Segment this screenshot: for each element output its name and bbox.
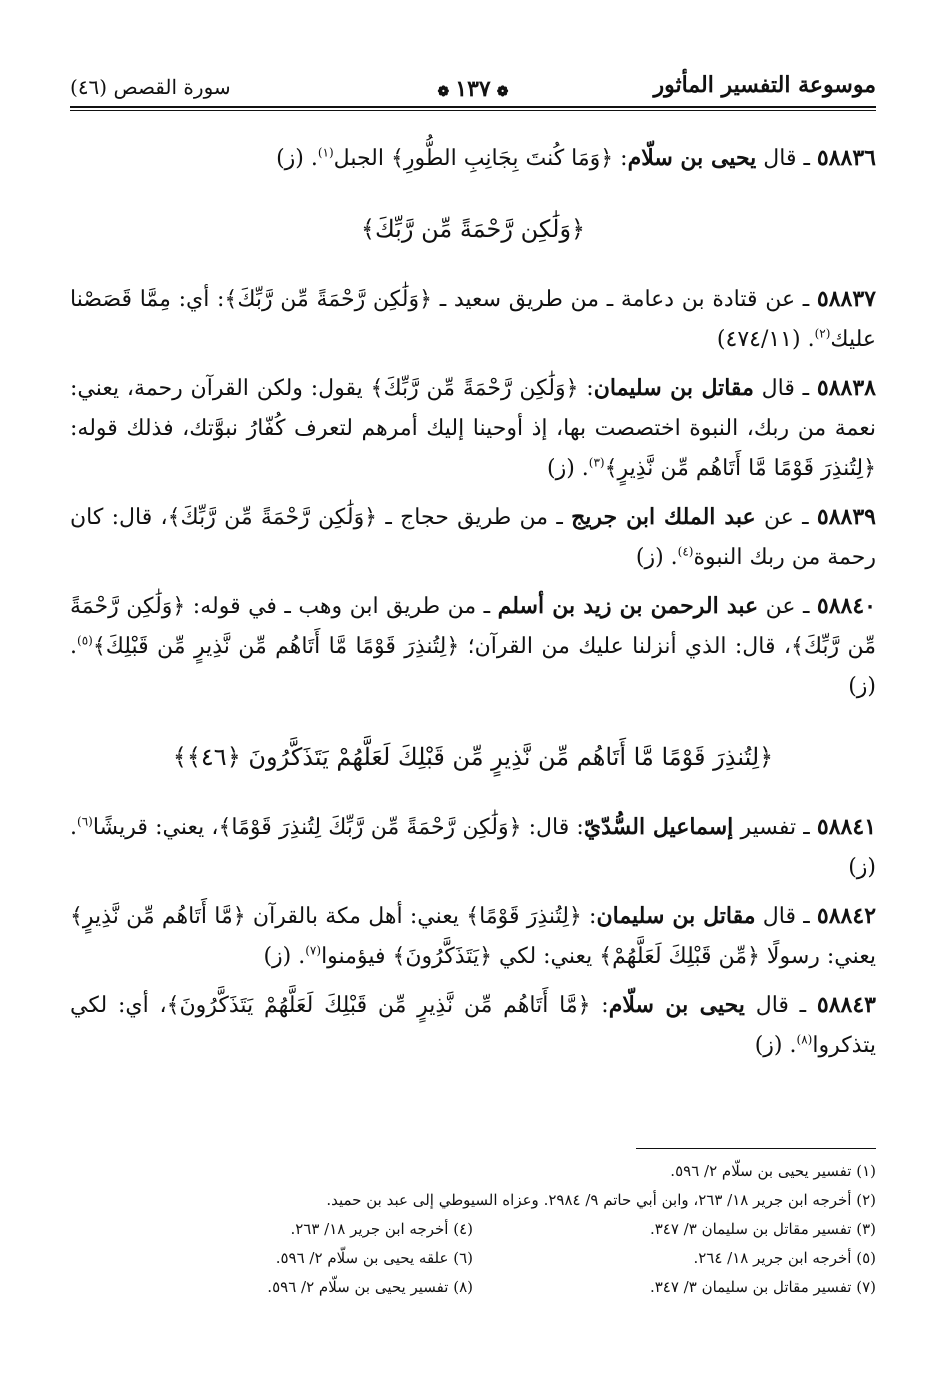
- entry-text: ، قال: كان رحمة من ربك النبوة: [70, 505, 876, 570]
- narrator-name: مقاتل بن سليمان: [596, 903, 756, 929]
- entry-58839: [70, 497, 876, 578]
- ayah-quote: ﴿وَلَٰكِن رَّحْمَةً مِّن رَّبِّكَ﴾: [167, 505, 378, 530]
- narrator-name: مقاتل بن سليمان: [593, 375, 754, 401]
- footnote-5: (٥) أخرجه ابن جرير ١٨/ ٢٦٤.: [693, 1249, 876, 1267]
- ayah-heading: ﴿لِتُنذِرَ قَوْمًا مَّا أَتَاهُم مِّن نَّذِيرٍ مِّن قَبْلِكَ لَعَلَّهُمْ يَتَذَكَّرُونَ ﴿٤٦﴾﴾: [172, 743, 774, 771]
- entry-number: ٥٨٨٤٣: [816, 992, 876, 1018]
- footnote-row: [70, 1215, 876, 1244]
- entry-text: يعني: أهل مكة بالقرآن ﴿مَّا أَتَاهُم مِّن نَّذِيرٍ﴾ يعني: رسولًا ﴿مِّن قَبْلِكَ لَعَلَّهُمْ﴾ يعني: لكي ﴿يَتَذَكَّرُونَ﴾ فيؤمنوا: [70, 904, 876, 969]
- entry-intro: ـ قال: [744, 993, 817, 1018]
- footnote-ref[interactable]: (٢): [814, 326, 831, 341]
- entry-source: . (ز): [754, 1033, 797, 1058]
- narrator-name: يحيى بن سلّام: [608, 992, 745, 1018]
- entry-connector: :: [613, 146, 628, 171]
- footnote-7: (٧) تفسير مقاتل بن سليمان ٣/ ٣٤٧.: [649, 1278, 876, 1296]
- footnote-3: (٣) تفسير مقاتل بن سليمان ٣/ ٣٤٧.: [649, 1220, 876, 1238]
- ayah-quote: ﴿مَّا أَتَاهُم مِّن نَّذِيرٍ مِّن قَبْلِكَ لَعَلَّهُمْ يَتَذَكَّرُونَ﴾: [166, 993, 591, 1018]
- entry-text: يقول: ولكن القرآن رحمة، يعني: نعمة من ربك، النبوة اختصصت بها، إذ أوحينا إليك أمرهم لتعرف كُفّارُ نبوَّتك، فذلك قوله:: [70, 376, 876, 441]
- footnote-6: (٦) علقه يحيى بن سلّام ٢/ ٥٩٦.: [275, 1249, 473, 1267]
- entry-source: . (ز): [70, 634, 876, 699]
- entry-intro: ـ قال: [755, 904, 817, 929]
- ayah-quote: ﴿وَلَٰكِن رَّحْمَةً مِّن رَّبِّكَ لِتُنذِرَ قَوْمًا﴾: [218, 815, 522, 840]
- footnote-ref[interactable]: (٦): [77, 814, 93, 829]
- footnote-4: (٤) أخرجه ابن جرير ١٨/ ٢٦٣.: [290, 1220, 473, 1238]
- narrator-name: إسماعيل السُّدّيّ: [583, 814, 734, 840]
- book-title: موسوعة التفسير المأثور: [653, 72, 876, 98]
- footnote-row: [70, 1244, 876, 1273]
- footnote-2: (٢) أخرجه ابن جرير ١٨/ ٢٦٣، وابن أبي حاتم ٩/ ٢٩٨٤. وعزاه السيوطي إلى عبد بن حميد.: [326, 1191, 876, 1209]
- entry-source: . (ز): [263, 944, 306, 969]
- entry-connector: :: [578, 376, 594, 401]
- footnote-8: (٨) تفسير يحيى بن سلّام ٢/ ٥٩٦.: [267, 1278, 473, 1296]
- footnote-ref[interactable]: (٤): [677, 544, 694, 559]
- entry-intro: ـ قال: [753, 376, 817, 401]
- header-rule: [70, 106, 876, 108]
- ayah-quote: ﴿وَلَٰكِن رَّحْمَةً مِّن رَّبِّكَ﴾: [70, 594, 877, 659]
- entry-connector: :: [590, 993, 609, 1018]
- narrator-name: عبد الرحمن بن زيد بن أسلم: [497, 593, 759, 619]
- entry-text: ، أي: لكي يتذكروا: [70, 993, 876, 1058]
- surah-title: سورة القصص (٤٦): [70, 75, 231, 99]
- entry-number: ٥٨٨٤٠: [816, 593, 876, 619]
- entry-58837: [70, 279, 876, 360]
- entry-58840: [70, 586, 876, 707]
- page-number: ١٣٧: [455, 76, 491, 102]
- entry-number: ٥٨٨٣٩: [816, 504, 876, 530]
- entry-58836: [70, 138, 876, 179]
- entry-text: : أي: مِمَّا قَصَصْنا عليك: [70, 287, 876, 352]
- entry-intro: ـ عن: [758, 594, 817, 619]
- entry-connector: ـ من طريق ابن وهب ـ في قوله:: [185, 594, 498, 619]
- page-content: [70, 138, 876, 1074]
- entry-source: . (٤٧٤/١١): [716, 327, 815, 352]
- entry-source: . (ز): [635, 545, 678, 570]
- ayah-quote: ﴿وَلَٰكِن رَّحْمَةً مِّن رَّبِّكَ﴾: [224, 287, 433, 312]
- page-header: [70, 72, 876, 112]
- entry-58842: [70, 896, 876, 977]
- footnote-ref[interactable]: (١): [317, 145, 334, 160]
- entry-intro: ـ تفسير: [733, 815, 817, 840]
- footnote-row: [70, 1273, 876, 1302]
- entry-source: . (ز): [70, 815, 876, 880]
- footnote-ref[interactable]: (٥): [77, 633, 93, 648]
- entry-58838: [70, 368, 876, 489]
- entry-58843: [70, 985, 876, 1066]
- entry-connector: : قال:: [521, 815, 584, 840]
- ornament-icon: ❁: [437, 84, 450, 100]
- footnote-ref[interactable]: (٣): [588, 455, 605, 470]
- ornament-icon: ❁: [496, 84, 509, 100]
- ayah-quote: ﴿لِتُنذِرَ قَوْمًا مَّا أَتَاهُم مِّن نَّذِيرٍ﴾: [604, 456, 876, 481]
- entry-text: ، يعني: قريشًا: [92, 815, 219, 840]
- entry-intro: ـ قال: [756, 146, 817, 171]
- narrator-name: يحيى بن سلّام: [627, 145, 757, 171]
- footnote-1: (١) تفسير يحيى بن سلّام ٢/ ٥٩٦.: [670, 1162, 876, 1180]
- entry-number: ٥٨٨٣٧: [816, 286, 876, 312]
- entry-text: الجبل: [333, 146, 391, 171]
- entry-number: ٥٨٨٤١: [816, 814, 877, 840]
- narrator-name: عبد الملك ابن جريج: [571, 504, 756, 530]
- entry-intro: ـ عن: [755, 505, 817, 530]
- footnotes: [70, 1148, 876, 1302]
- ayah-heading: ﴿وَلَٰكِن رَّحْمَةً مِّن رَّبِّكَ﴾: [360, 215, 586, 243]
- footnote-ref[interactable]: (٧): [305, 943, 322, 958]
- footnote-rule: [636, 1148, 876, 1149]
- header-rule: [70, 110, 876, 111]
- entry-number: ٥٨٨٣٨: [816, 375, 876, 401]
- entry-intro: ـ عن: [757, 287, 817, 312]
- entry-connector: ـ من طريق حجاج ـ: [377, 505, 572, 530]
- entry-source: . (ز): [546, 456, 589, 481]
- footnote-ref[interactable]: (٨): [796, 1032, 813, 1047]
- entry-connector: قتادة بن دعامة ـ من طريق سعيد ـ: [432, 287, 758, 312]
- ayah-quote: ﴿وَمَا كُنتَ بِجَانِبِ الطُّورِ﴾: [390, 146, 614, 171]
- entry-number: ٥٨٨٤٢: [816, 903, 877, 929]
- entry-58841: [70, 807, 876, 888]
- entry-source: . (ز): [276, 146, 318, 171]
- ayah-quote: ﴿وَلَٰكِن رَّحْمَةً مِّن رَّبِّكَ﴾: [370, 376, 579, 401]
- ayah-quote: ﴿لِتُنذِرَ قَوْمًا﴾: [466, 904, 582, 929]
- entry-number: ٥٨٨٣٦: [816, 145, 876, 171]
- entry-connector: :: [581, 904, 597, 929]
- entry-text: ، قال: الذي أنزلنا عليك من القرآن؛: [459, 634, 791, 659]
- ayah-quote: ﴿لِتُنذِرَ قَوْمًا مَّا أَتَاهُم مِّن نَّذِيرٍ مِّن قَبْلِكَ﴾: [92, 634, 460, 659]
